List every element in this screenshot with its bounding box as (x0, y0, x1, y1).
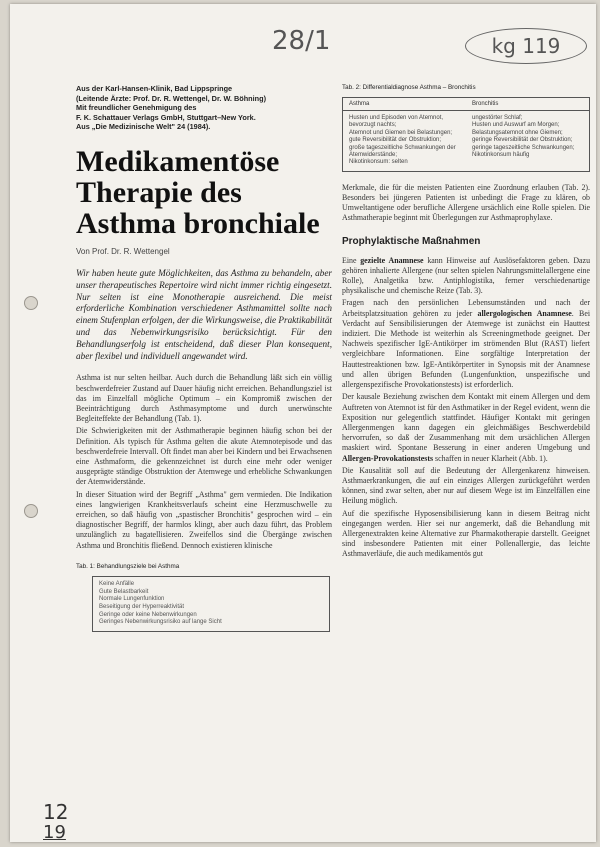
body-paragraph: Merkmale, die für die meisten Patienten eine Zuordnung erlauben (Tab. 2). Besonders bei jüngeren Patienten ist unbedingt die Frage zu klären, ob Umweltantigene oder berufliche Allergene ursächlich eine Rolle spielen. Die Asthmatherapie beginnt mit Überlegungen zur Asthmaprophylaxe. (342, 182, 590, 223)
abstract: Wir haben heute gute Möglichkeiten, das Asthma zu behandeln, aber unser therapeutisches Repertoire wird nicht immer richtig eingesetzt. Nur selten ist eine Monotherapie ausreichend. Die meist erforderliche Kombination verschiedener Asthmamittel sollte nach einem Stufenplan erfolgen, der die Wirkungsweise, die Praktikabilität und das Nebenwirkungsrisiko berücksichtigt. Für den Behandlungserfolg ist entscheidend, daß dieser Plan konsequent, aber flexibel und individuell angewandet wird. (76, 267, 332, 361)
title-line: Medikamentöse (76, 144, 280, 178)
body-paragraph: Eine gezielte Anamnese kann Hinweise auf Auslösefaktoren geben. Dazu gehören inhalierte Allergene (nur selten spielen Nahrungsmittelallergene eine Rolle), Analgetika bzw. Antiphlogistika, ferner verschiedenartige physikalische und chemische Reize (Tab. 3). (342, 255, 591, 296)
body-paragraph: Auf die spezifische Hyposensibilisierung kann in diesem Beitrag nicht eingegangen werden. Hier sei nur angemerkt, daß die Behandlung mit Allergenextrakten keine Alternative zur Pharmakotherapie darstellt. Geeignet sind insbesondere Patienten mit einer Pollenallergie, das leichte Asthmaverläufe, die auch medikamentös gut (342, 508, 590, 559)
document-page (10, 4, 596, 842)
punch-hole-top (24, 296, 38, 310)
table2-cell: ungestörter Schlaf; (472, 115, 523, 121)
table2-cell: geringe Reversibilität der Obstruktion; (472, 137, 573, 144)
table1-item: Geringe oder keine Nebenwirkungen (99, 611, 197, 618)
table2-col-asthma (343, 111, 466, 171)
table1-item: Geringes Nebenwirkungsrisiko auf lange Sicht (99, 619, 222, 626)
handwritten-page-ref: 28/1 (272, 26, 331, 56)
table2-header (343, 98, 589, 111)
article-title (76, 146, 332, 239)
table2-body (343, 111, 589, 171)
title-line: Therapie des (76, 175, 242, 209)
table1-box (92, 576, 330, 632)
table2-cell: Husten und Episoden von Atemnot, bevorzugt nachts; (349, 115, 444, 129)
punch-hole-bottom (24, 504, 38, 518)
source-line: Aus „Die Medizinische Welt" 24 (1984). (76, 122, 211, 132)
table2-col-bronchitis (466, 111, 589, 171)
author-line: Von Prof. Dr. R. Wettengel (76, 246, 170, 256)
source-note (76, 84, 332, 132)
handwritten-page-number-top: 12 (43, 800, 69, 824)
body-paragraph: Asthma ist nur selten heilbar. Auch durch die Behandlung läßt sich ein völlig beschwerdefreier Zustand auf Dauer häufig nicht erreichen. Behandlungsziel ist das im Einzelfall mögliche Optimum – ein Kompromiß zwischen der Beeinträchtigung durch Asthmasymptome und durch unerwünschte Begleiteffekte der Behandlung (Tab. 1). (76, 373, 332, 424)
table2 (342, 97, 590, 172)
handwritten-page-number-bottom: 19 (43, 822, 66, 843)
table1-item: Keine Anfälle (99, 580, 135, 587)
table1-caption: Tab. 1: Behandlungsziele bei Asthma (76, 562, 180, 570)
body-paragraph: Die Kausalität soll auf die Bedeutung der Allergenkarenz hinweisen. Asthmaerkrankungen, die auf ein einziges Allergen zurückgeführt werden können, sind zwar selten, aber nur auf diesem Wege ist im Einzelfällen eine Heilung möglich. (342, 465, 590, 506)
table2-cell: große tageszeitliche Schwankungen der Atemwiderstände; (349, 144, 456, 159)
table1-item: Normale Lungenfunktion (99, 596, 165, 603)
archive-stamp: kg 119 (465, 28, 587, 64)
source-line: Aus der Karl-Hansen-Klinik, Bad Lippspringe (76, 84, 233, 93)
table2-cell: gute Reversibilität der Obstruktion; (349, 137, 442, 144)
table2-cell: Belastungsatemnot ohne Giemen; (472, 129, 563, 136)
table2-cell: geringe tageszeitliche Schwankungen; (472, 144, 575, 151)
left-column (76, 84, 332, 632)
source-line: F. K. Schattauer Verlags GmbH, Stuttgart–New York. (76, 112, 256, 122)
body-paragraph: In dieser Situation wird der Begriff „Asthma" gern vermieden. Die Indikation eines langwierigen Krankheitsverlaufs scheint eine Herzmuschwelle zu erreichen, so daß häufig von „spastischer Bronchitis" gesprochen wird – ein diagnostischer Begriff, der harmlos klingt, aber auch dazu führt, das Problem unzulänglich zu bagatellisieren. Zweifellos sind die Übergänge zwischen Asthma und Bronchitis fließend. Dennoch existieren klinische (76, 489, 332, 550)
source-line: Mit freundlicher Genehmigung des (76, 103, 197, 113)
source-line: (Leitende Ärzte: Prof. Dr. R. Wettengel, Dr. W. Böhning) (76, 93, 266, 103)
table2-caption: Tab. 2: Differentialdiagnose Asthma – Bronchitis (342, 84, 476, 91)
table1-item: Beseitigung der Hyperreaktivität (99, 603, 185, 610)
table2-cell: Husten und Auswurf am Morgen; (472, 122, 560, 129)
section-heading: Prophylaktische Maßnahmen (342, 235, 481, 247)
table2-cell: Nikotinkonsum häufig (472, 152, 530, 159)
table2-cell: Nikotinkonsum: selten (349, 159, 408, 166)
table2-cell: Atemnot und Giemen bei Belastungen; (349, 129, 453, 136)
title-line: Asthma bronchiale (76, 206, 320, 240)
table2-header-bronchitis: Bronchitis (472, 101, 499, 107)
body-paragraph: Der kausale Beziehung zwischen dem Kontakt mit einem Allergen und dem Auftreten von Atemnot ist für den Asthmatiker in der Regel evident, wenn die Exposition nur gelegentlich stattfindet. Häufiger Kontakt mit geringen Allergenmengen kann dagegen ein gleichmäßiges Beschwerdebild hervorrufen, so daß der Zusammenhang mit dem ursächlichen Allergen maskiert wird. Spontane Besserung in einer anderen Umgebung und Allergen-Provokationstests schaffen in neuer Klarheit (Abb. 1). (342, 392, 590, 463)
table2-header-asthma: Asthma (349, 101, 370, 107)
body-paragraph: Fragen nach den persönlichen Lebensumständen und nach der Arbeitsplatzsituation gehören zu jeder allergologischen Anamnese. Bei Verdacht auf Sensibilisierungen der Atemwege ist zunächst ein Hauttest indiziert. Die Methode ist weiterhin als Screeningmethode geeignet. Der Nachweis spezifischer IgE-Antikörper im strömenden Blut (RAST) liefert vergleichbare Informationen. Eine sorgfältige Interpretation der Hauttestreaktionen bzw. IgE-Antikörpertiter in Synopsis mit der Anamnese und allen übrigen Befunden (Lungenfunktion, unspezifische und allergenspezifische Provokationstests) ist erforderlich. (342, 298, 591, 390)
table1-item: Gute Belastbarkeit (99, 588, 149, 595)
body-paragraph: Die Schwierigkeiten mit der Asthmatherapie beginnen häufig schon bei der Definition. Als typisch für Asthma gelten die akute Atemnotepisode und das beschwerdefreie Intervall. Oft findet man aber bei Kindern und bei Erwachsenen eine Asthmaform, die gekennzeichnet ist durch eine mehr oder weniger ausgeprägte ständige Obstruktion der Atemwege und erhebliche Schwankungen der Atemwiderstände. (76, 426, 332, 487)
right-column (342, 84, 590, 560)
